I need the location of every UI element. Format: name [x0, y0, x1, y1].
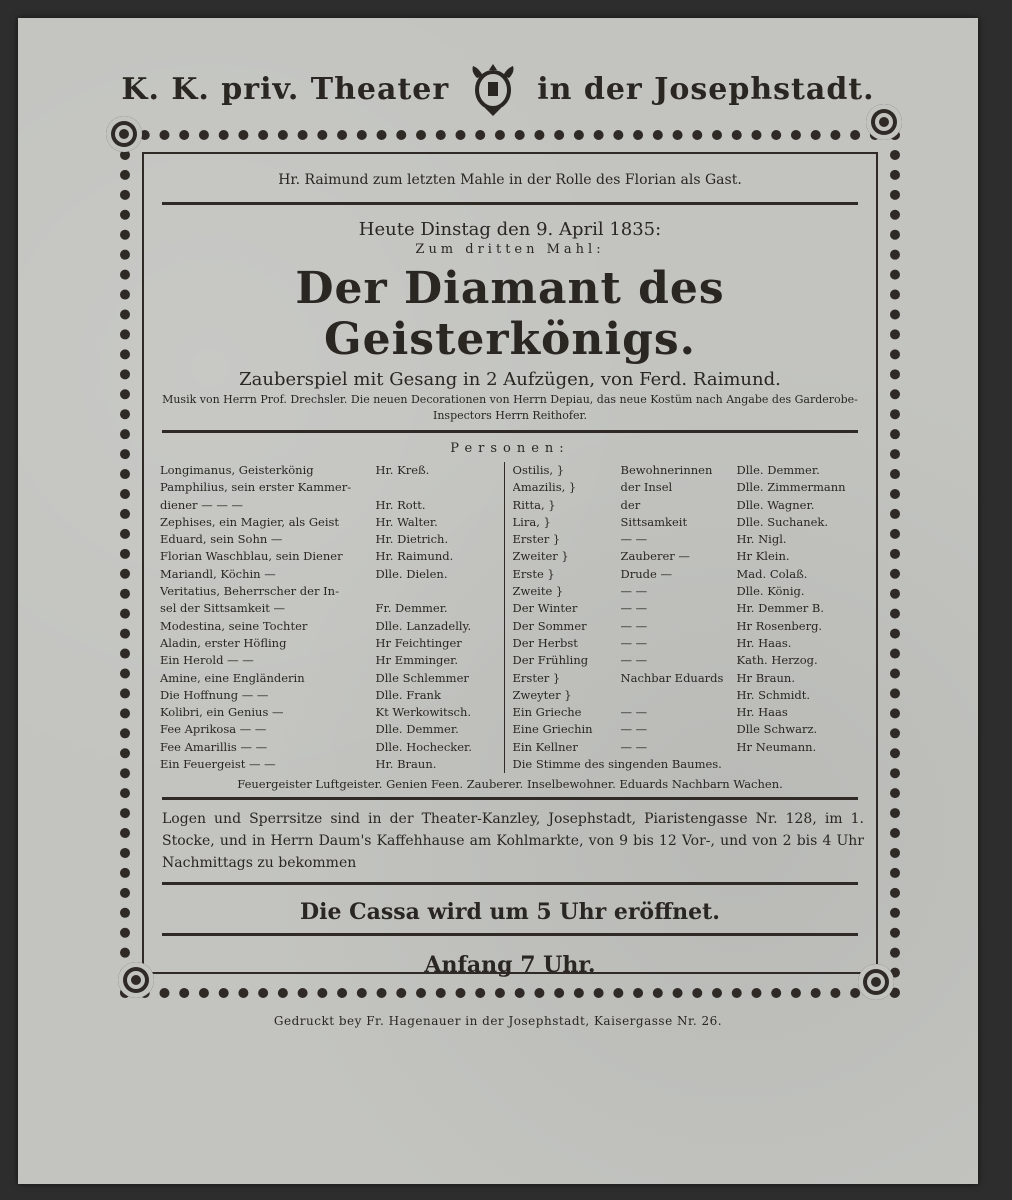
- cast-row: [513, 704, 862, 721]
- cast-row: [513, 670, 862, 687]
- cast-actor: Hr. Haas.: [736, 635, 792, 650]
- cast-actor: Dlle Schlemmer: [375, 670, 469, 685]
- cast-role: Pamphilius, sein erster Kammer-: [160, 480, 352, 495]
- play-title: Der Diamant des Geisterkönigs.: [295, 263, 725, 365]
- cast-role: Ein Herold — —: [160, 653, 254, 668]
- cast-actor: Hr. Dietrich.: [375, 532, 449, 547]
- cast-role: Mariandl, Köchin —: [160, 566, 276, 581]
- cast-role: Amine, eine Engländerin: [160, 670, 305, 685]
- ticket-info: Logen und Sperrsitze sind in der Theater-Kanzley, Josephstadt, Piaristengasse Nr. 128, im 1. Stocke, und in Herrn Daum's Kaffehhause am Kohlmarkte, von 9 bis 12 Vor-, und von 2 bis 4 Uhr Nachmittags zu bekommen: [162, 811, 864, 872]
- playbill-content: [142, 152, 878, 978]
- cast-actor: Hr Klein.: [736, 549, 790, 564]
- divider: [162, 430, 858, 433]
- cast-row: [513, 531, 862, 548]
- cast-row: [160, 548, 504, 565]
- cast-actor: Hr. Walter.: [375, 514, 438, 529]
- cast-role: Die Stimme des singenden Baumes.: [512, 757, 722, 772]
- cast-actor: Mad. Colaß.: [736, 566, 808, 581]
- cast-actor: Hr Feichtinger: [375, 635, 462, 650]
- cast-row: [160, 462, 504, 479]
- performance-note: Zum dritten Mahl:: [415, 242, 605, 257]
- divider: [162, 202, 858, 205]
- cast-actor: Fr. Demmer.: [375, 601, 448, 616]
- cast-role: Der Winter: [512, 601, 578, 616]
- cast-role: Erste }: [512, 566, 555, 581]
- cast-role: Erster }: [512, 670, 561, 685]
- start-time: Anfang 7 Uhr.: [424, 952, 596, 979]
- cast-role: Florian Waschblau, sein Diener: [160, 549, 343, 564]
- cast-description: — —: [620, 635, 648, 650]
- cast-actor: Dlle. Suchanek.: [736, 514, 829, 529]
- cast-row: [513, 756, 862, 773]
- date-line: Heute Dinstag den 9. April 1835:: [358, 219, 662, 240]
- cast-role: Zephises, ein Magier, als Geist: [160, 514, 340, 529]
- cast-description: Bewohnerinnen: [620, 463, 713, 477]
- cast-actor: Dlle. Zimmermann: [736, 480, 846, 495]
- cast-row: [513, 514, 862, 531]
- cast-role: Die Hoffnung — —: [160, 687, 269, 702]
- cast-actor: [376, 583, 504, 600]
- playbill-paper: [18, 18, 978, 1184]
- cast-actor: Hr Braun.: [736, 670, 795, 685]
- cast-role: Kolibri, ein Genius —: [160, 705, 284, 720]
- rosette-icon: [106, 116, 142, 152]
- cast-row: [160, 635, 504, 652]
- cast-row: [160, 756, 504, 773]
- cast-description: Drude —: [620, 566, 672, 581]
- cast-actor: Hr Rosenberg.: [736, 618, 823, 633]
- cast-actor: Dlle. Demmer.: [736, 463, 820, 477]
- double-headed-eagle-icon: [467, 59, 519, 119]
- divider: [162, 933, 858, 936]
- cast-row: [160, 531, 504, 548]
- cast-actor: Hr. Kreß.: [375, 463, 430, 477]
- cast-description: — —: [620, 739, 648, 754]
- cast-row: [160, 514, 504, 531]
- cast-role: Zweite }: [512, 584, 564, 599]
- header-right-text: in der Josephstadt.: [537, 71, 875, 107]
- guest-note: Hr. Raimund zum letzten Mahle in der Rolle des Florian als Gast.: [278, 172, 742, 188]
- cast-role: Zweiter }: [512, 549, 569, 564]
- cast-role: Aladin, erster Höfling: [160, 635, 287, 650]
- cast-role: Eduard, sein Sohn —: [160, 532, 283, 547]
- cast-description: — —: [620, 722, 648, 737]
- cast-role: Amazilis, }: [512, 480, 577, 495]
- extras-line: Feuergeister Luftgeister. Genien Feen. Zauberer. Inselbewohner. Eduards Nachbarn Wachen.: [237, 777, 783, 792]
- cast-actor: Kt Werkowitsch.: [375, 705, 472, 720]
- cast-role: Modestina, seine Tochter: [160, 618, 308, 633]
- cast-row: [160, 497, 504, 514]
- cast-description: — —: [620, 618, 648, 633]
- cast-role: Eine Griechin: [512, 722, 593, 737]
- cast-row: [513, 618, 862, 635]
- cast-description: Sittsamkeit: [620, 514, 688, 529]
- cast-row: [513, 462, 862, 479]
- cast-row: [513, 635, 862, 652]
- cast-row: [160, 652, 504, 669]
- cast-description: — —: [620, 601, 648, 616]
- cast-role: Der Sommer: [512, 618, 587, 633]
- cast-actor: [376, 479, 504, 496]
- cast-column-right: [504, 462, 862, 773]
- cast-description: — —: [620, 584, 648, 599]
- cast-role: Ostilis, }: [512, 463, 565, 477]
- cast-row: [513, 548, 862, 565]
- cast-row: [513, 479, 862, 496]
- cast-role: sel der Sittsamkeit —: [160, 601, 286, 616]
- cast-role: Der Frühling: [512, 653, 589, 668]
- cast-description: der: [620, 497, 641, 512]
- cast-role: Lira, }: [512, 514, 551, 529]
- cast-row: [160, 600, 504, 617]
- cast-actor: Hr Emminger.: [375, 653, 459, 668]
- cast-row: [513, 721, 862, 738]
- cast-actor: Dlle. Wagner.: [736, 497, 815, 512]
- header-left-text: K. K. priv. Theater: [121, 71, 450, 107]
- cast-role: Veritatius, Beherrscher der In-: [160, 584, 339, 599]
- cast-actor: Dlle. Hochecker.: [375, 739, 472, 754]
- cast-list: [160, 462, 862, 773]
- cast-row: [513, 566, 862, 583]
- cast-actor: Hr Neumann.: [736, 739, 817, 754]
- cast-role: Ein Grieche: [512, 705, 582, 720]
- cast-row: [513, 583, 862, 600]
- cast-actor: Hr. Haas: [736, 705, 788, 720]
- cast-actor: Dlle. König.: [736, 584, 805, 599]
- cast-row: [513, 687, 862, 704]
- credits: Musik von Herrn Prof. Drechsler. Die neuen Decorationen von Herrn Depiau, das neue Kostüm nach Angabe des Garderobe-Inspectors Herrn Reithofer.: [162, 393, 858, 422]
- cast-role: Der Herbst: [512, 635, 578, 650]
- cast-row: [160, 721, 504, 738]
- cast-actor: Dlle. Dielen.: [375, 566, 448, 581]
- cast-row: [160, 670, 504, 687]
- cast-role: Fee Aprikosa — —: [160, 722, 267, 737]
- cast-actor: Hr. Braun.: [375, 757, 437, 772]
- cast-role: Ritta, }: [512, 497, 556, 512]
- cast-row: [513, 497, 862, 514]
- cast-role: Ein Feuergeist — —: [160, 757, 276, 772]
- cast-actor: Hr. Schmidt.: [736, 687, 811, 702]
- cast-description: Zauberer —: [620, 549, 690, 564]
- cast-description: — —: [620, 532, 648, 547]
- cast-description: der Insel: [620, 480, 673, 495]
- cast-actor: Dlle. Lanzadelly.: [375, 618, 472, 633]
- cast-role: Erster }: [512, 532, 561, 547]
- cast-actor: Dlle Schwarz.: [736, 722, 818, 737]
- cast-role: Fee Amarillis — —: [160, 739, 268, 754]
- cast-actor: Hr. Demmer B.: [736, 601, 825, 616]
- cast-row: [160, 479, 504, 496]
- cast-row: [160, 566, 504, 583]
- cast-row: [513, 600, 862, 617]
- cast-description: — —: [620, 653, 648, 668]
- personen-heading: Personen:: [450, 441, 570, 456]
- cast-description: Nachbar Eduards: [620, 670, 724, 685]
- cast-role: Ein Kellner: [512, 739, 578, 754]
- cast-row: [513, 739, 862, 756]
- cast-row: [160, 704, 504, 721]
- divider: [162, 882, 858, 885]
- cast-row: [160, 583, 504, 600]
- cast-role: Zweyter }: [512, 687, 572, 702]
- cast-role: Longimanus, Geisterkönig: [160, 463, 314, 477]
- box-office-opening: Die Cassa wird um 5 Uhr eröffnet.: [300, 899, 720, 926]
- cast-actor: Kath. Herzog.: [736, 653, 818, 668]
- cast-actor: Hr. Rott.: [375, 497, 426, 512]
- cast-actor: Dlle. Frank: [375, 687, 441, 702]
- genre-line: Zauberspiel mit Gesang in 2 Aufzügen, von Ferd. Raimund.: [239, 369, 781, 390]
- cast-description: [621, 687, 737, 704]
- cast-row: [160, 618, 504, 635]
- cast-row: [160, 687, 504, 704]
- cast-row: [160, 739, 504, 756]
- cast-description: — —: [620, 705, 648, 720]
- divider: [162, 797, 858, 800]
- rosette-icon: [866, 104, 902, 140]
- cast-actor: Dlle. Demmer.: [375, 722, 459, 737]
- cast-row: [513, 652, 862, 669]
- cast-role: diener — — —: [160, 497, 244, 512]
- printer-imprint: Gedruckt bey Fr. Hagenauer in der Josephstadt, Kaisergasse Nr. 26.: [273, 1014, 723, 1028]
- cast-actor: Hr. Nigl.: [736, 532, 787, 547]
- cast-actor: Hr. Raimund.: [375, 549, 454, 564]
- header: [18, 62, 978, 116]
- cast-column-left: [160, 462, 504, 773]
